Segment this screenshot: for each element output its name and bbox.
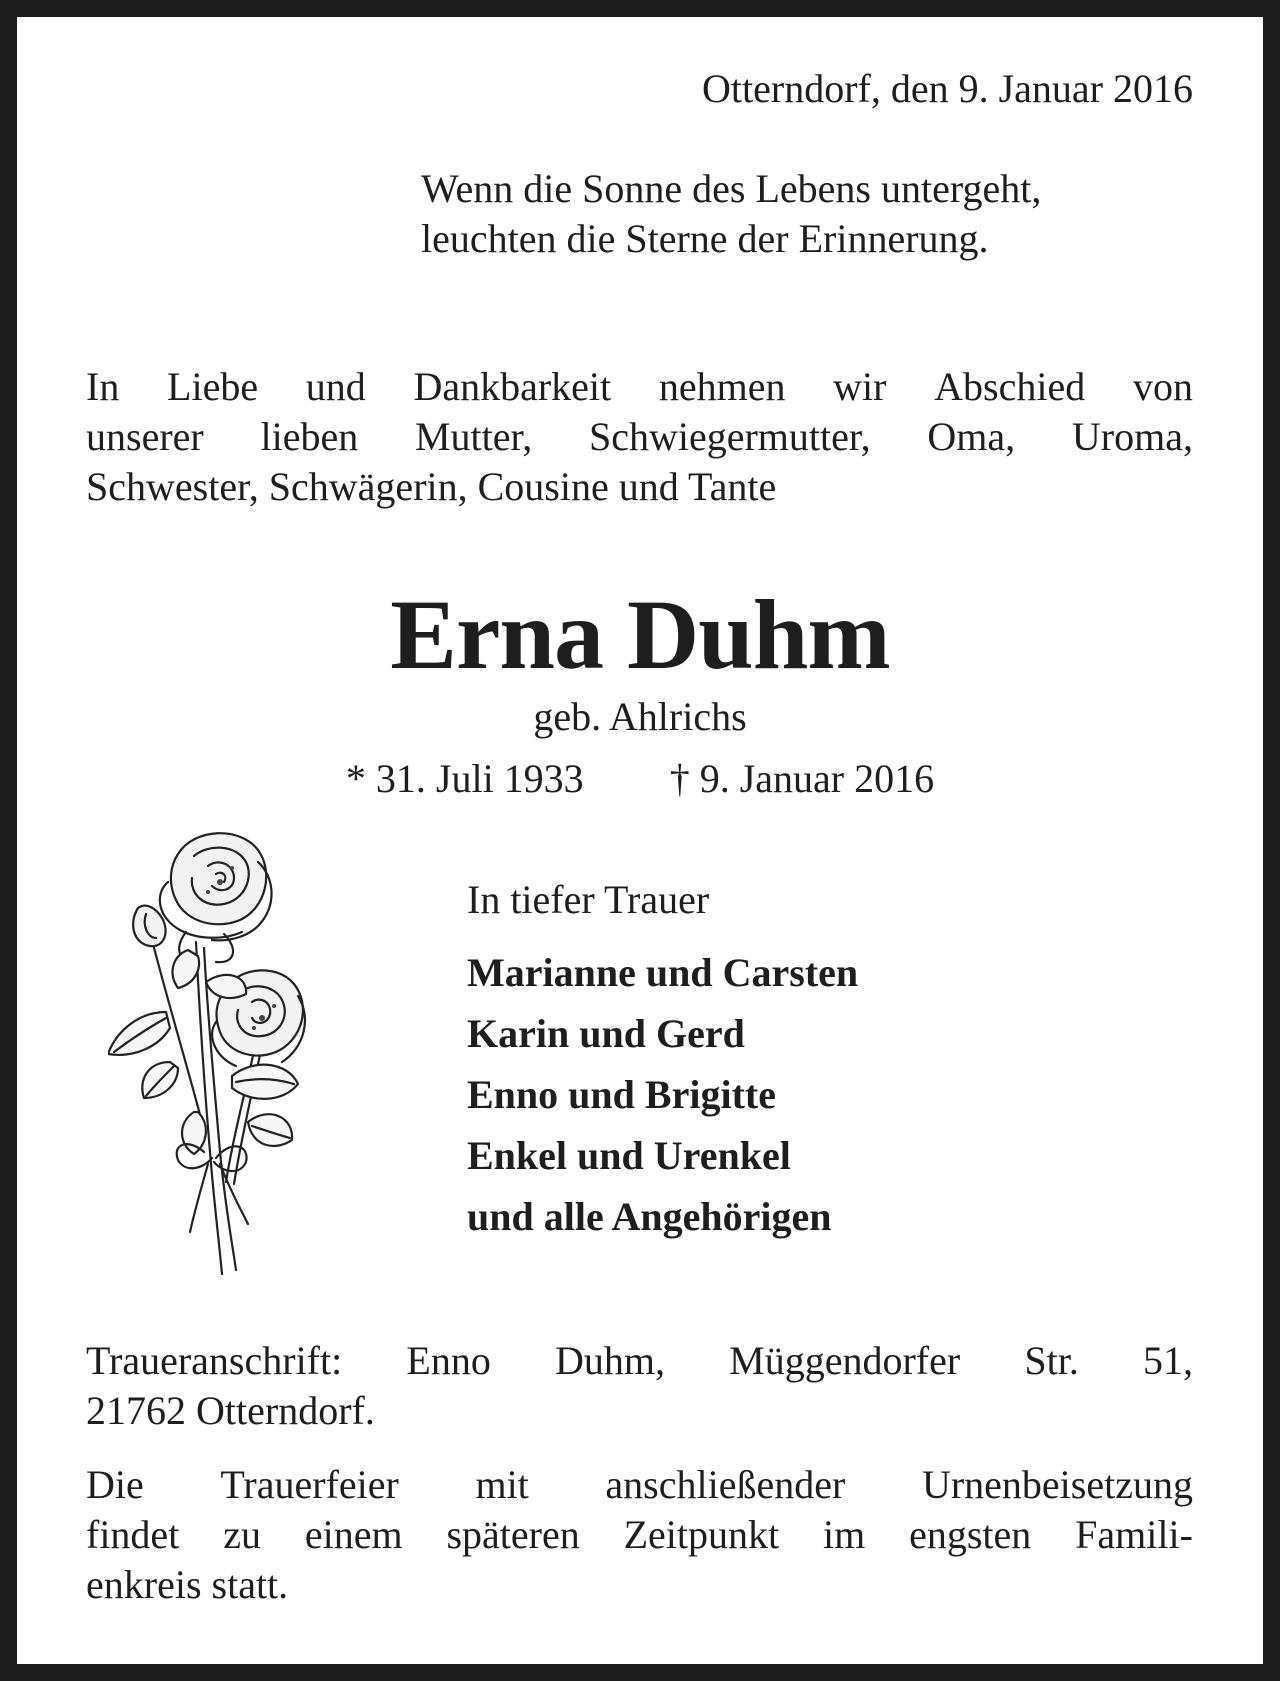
mourner-entry: Marianne und Carsten xyxy=(467,950,859,995)
deceased-name: Erna Duhm xyxy=(390,579,890,690)
word: von xyxy=(1132,364,1193,409)
word: anschließender xyxy=(605,1462,846,1507)
life-dates xyxy=(0,754,1280,804)
word: mit xyxy=(475,1462,529,1507)
word: findet xyxy=(86,1512,180,1557)
intro-text xyxy=(86,362,1193,512)
memorial-quote xyxy=(421,164,1193,264)
word: Str. xyxy=(1024,1338,1079,1383)
word: Duhm, xyxy=(554,1338,665,1383)
word: wir xyxy=(833,364,887,409)
mourner-entry: Enno und Brigitte xyxy=(467,1072,776,1117)
word: späteren xyxy=(446,1512,580,1557)
word: Liebe xyxy=(167,364,259,409)
quote-line: Wenn die Sonne des Lebens untergeht, xyxy=(421,166,1042,211)
word: engsten xyxy=(909,1512,1032,1557)
word: Oma, xyxy=(927,414,1016,459)
ceremony-line xyxy=(86,1460,1193,1510)
word: im xyxy=(822,1512,866,1557)
intro-line xyxy=(86,412,1193,462)
word: unserer xyxy=(86,414,204,459)
word: Urnenbeisetzung xyxy=(921,1462,1193,1507)
word: 51, xyxy=(1142,1338,1193,1383)
word: Die xyxy=(86,1462,144,1507)
death-date: † 9. Januar 2016 xyxy=(669,756,935,801)
mourning-intro: In tiefer Trauer xyxy=(467,877,710,922)
intro-line xyxy=(86,362,1193,412)
word: Traueranschrift: xyxy=(86,1338,343,1383)
mourner-entry: Karin und Gerd xyxy=(467,1011,745,1056)
mourner-entry: und alle Angehörigen xyxy=(467,1194,832,1239)
mourners-list xyxy=(467,942,858,1247)
word: Enno xyxy=(406,1338,491,1383)
word: Mutter, xyxy=(414,414,533,459)
address-line: 21762 Otterndorf. xyxy=(86,1388,375,1433)
word: lieben xyxy=(260,414,359,459)
word: Zeitpunkt xyxy=(623,1512,780,1557)
ceremony-note xyxy=(86,1460,1193,1610)
word: Uroma, xyxy=(1071,414,1193,459)
word: Dankbarkeit xyxy=(413,364,612,409)
birth-name: geb. Ahlrichs xyxy=(533,694,747,739)
mourner-entry: Enkel und Urenkel xyxy=(467,1133,791,1178)
place-date: Otterndorf, den 9. Januar 2016 xyxy=(702,66,1193,111)
word: Abschied xyxy=(934,364,1086,409)
intro-line: Schwester, Schwägerin, Cousine und Tante xyxy=(86,464,777,509)
word: Trauerfeier xyxy=(220,1462,399,1507)
address-line xyxy=(86,1336,1193,1386)
roses-icon xyxy=(108,822,328,1282)
word: nehmen xyxy=(658,364,786,409)
word: In xyxy=(86,364,120,409)
word: einem xyxy=(304,1512,403,1557)
word: Müggendorfer xyxy=(729,1338,961,1383)
word: Schwiegermutter, xyxy=(588,414,871,459)
word: zu xyxy=(223,1512,261,1557)
word: Famili- xyxy=(1075,1512,1193,1557)
ceremony-line xyxy=(86,1510,1193,1560)
word: und xyxy=(305,364,366,409)
mourning-address xyxy=(86,1336,1193,1436)
birth-date: * 31. Juli 1933 xyxy=(345,756,584,801)
quote-line: leuchten die Sterne der Erinnerung. xyxy=(421,216,989,261)
ceremony-line: enkreis statt. xyxy=(86,1562,289,1607)
